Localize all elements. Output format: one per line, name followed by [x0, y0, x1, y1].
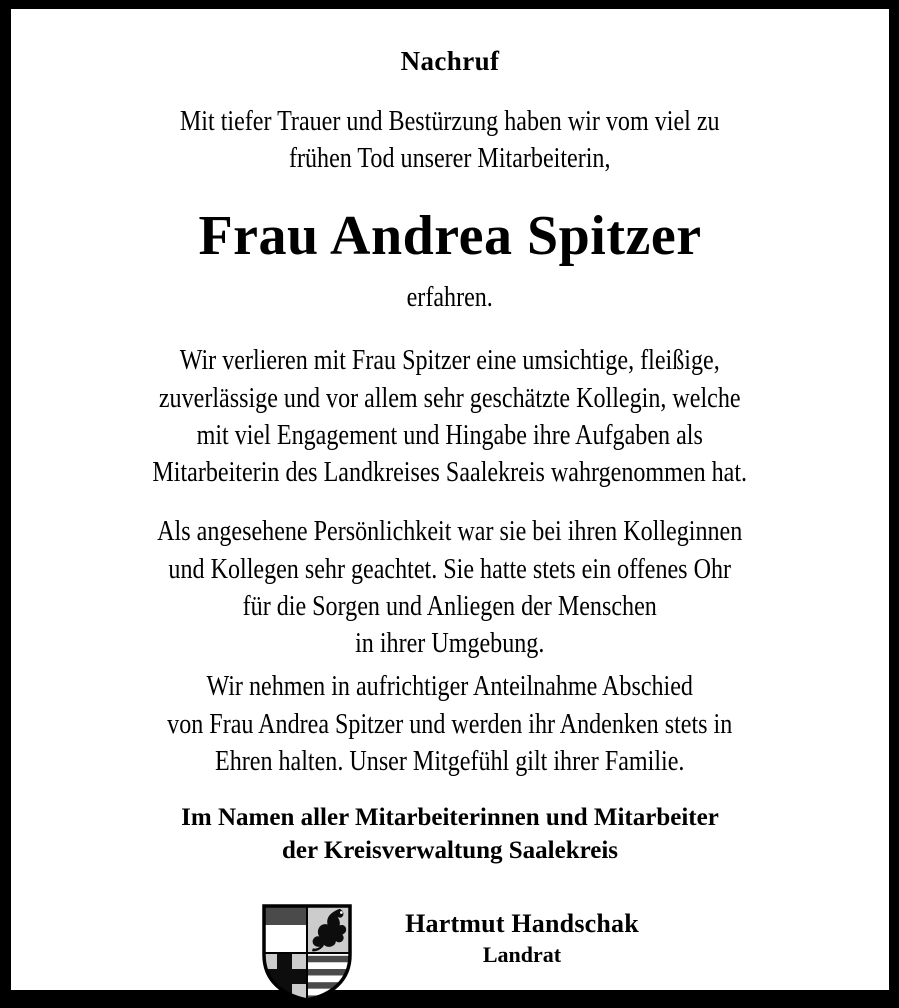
after-name-line-wrap — [59, 279, 841, 316]
page-title: Nachruf — [400, 46, 500, 76]
obituary-card — [11, 9, 889, 990]
signer-info — [405, 903, 639, 969]
paragraph-3-line-3: Ehren halten. Unser Mitgefühl gilt ihrer Familie. — [215, 745, 685, 777]
paragraph-3-line-2: von Frau Andrea Spitzer und werden ihr Andenken stets in — [167, 708, 733, 740]
deceased-name: Frau Andrea Spitzer — [198, 205, 702, 268]
saalekreis-coat-of-arms-icon — [261, 903, 353, 1008]
attribution-line-2: der Kreisverwaltung Saalekreis — [281, 836, 619, 864]
after-name-line: erfahren. — [406, 282, 494, 314]
signer-name: Hartmut Handschak — [405, 909, 639, 939]
paragraph-1-line-4: Mitarbeiterin des Landkreises Saalekreis wahrgenommen hat. — [152, 457, 748, 489]
paragraph-1-line-1: Wir verlieren mit Frau Spitzer eine umsichtige, fleißige, — [180, 345, 721, 377]
attribution-line-1: Im Namen aller Mitarbeiterinnen und Mitarbeiter — [181, 804, 719, 832]
paragraph-2-line-1: Als angesehene Persönlichkeit war sie bei ihren Kolleginnen — [157, 516, 743, 548]
paragraph-1-line-2: zuverlässige und vor allem sehr geschätzte Kollegin, welche — [159, 382, 741, 414]
intro-line-1: Mit tiefer Trauer und Bestürzung haben wir vom viel zu — [180, 105, 720, 137]
paragraph-1-line-3: mit viel Engagement und Hingabe ihre Aufgaben als — [196, 419, 704, 451]
paragraph-2-line-4: in ihrer Umgebung. — [355, 628, 545, 660]
attribution-block — [59, 802, 841, 867]
intro-paragraph — [59, 103, 841, 177]
signature-block — [59, 903, 841, 1008]
paragraph-1 — [59, 342, 841, 491]
paragraph-2 — [59, 513, 841, 662]
intro-line-2: frühen Tod unserer Mitarbeiterin, — [289, 142, 611, 174]
paragraph-2-line-3: für die Sorgen und Anliegen der Menschen — [242, 590, 658, 622]
paragraph-2-line-2: und Kollegen sehr geachtet. Sie hatte stets ein offenes Ohr — [168, 553, 732, 585]
paragraph-3-line-1: Wir nehmen in aufrichtiger Anteilnahme Abschied — [206, 671, 694, 703]
signer-role: Landrat — [482, 942, 562, 968]
paragraph-3 — [59, 668, 841, 780]
